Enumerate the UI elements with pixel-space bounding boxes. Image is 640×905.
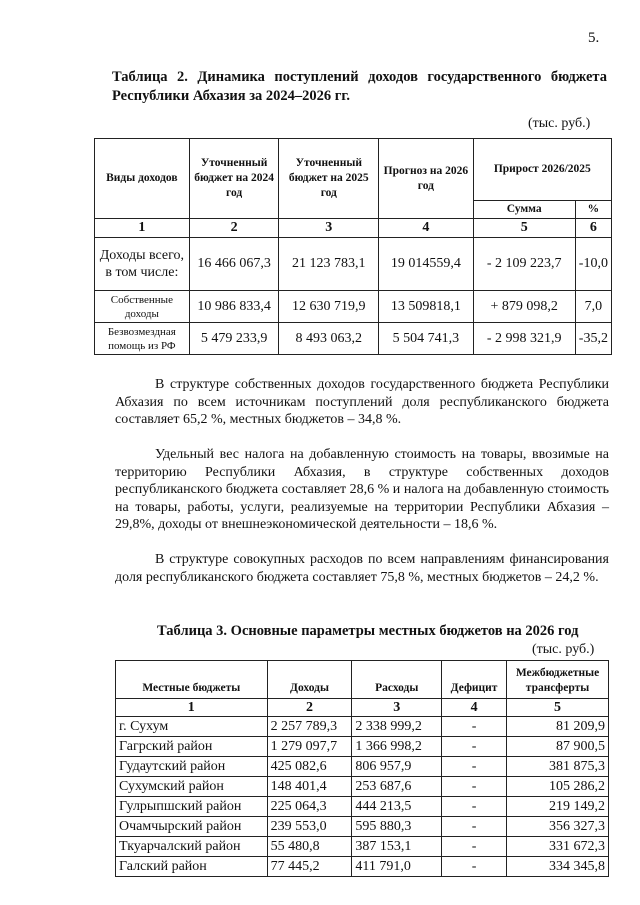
t3-header-deficit: Дефицит (442, 661, 507, 699)
table-row (116, 817, 609, 837)
t3-index: 5 (507, 699, 609, 717)
t2-cell: 8 493 063,2 (279, 323, 379, 355)
t3-cell: - (442, 837, 507, 857)
table2-revenue-dynamics (94, 138, 612, 355)
table-row (95, 323, 612, 355)
t2-index: 3 (279, 219, 379, 238)
t3-index: 1 (116, 699, 268, 717)
t3-index-row (116, 699, 609, 717)
t3-cell: 595 880,3 (352, 817, 442, 837)
t2-cell: 12 630 719,9 (279, 291, 379, 323)
t3-row-name: Гудаутский район (116, 757, 268, 777)
table-row (116, 717, 609, 737)
t2-header-2025: Уточненный бюджет на 2025 год (279, 139, 379, 219)
t2-index: 5 (473, 219, 575, 238)
t3-header-transfers: Межбюджетные трансферты (507, 661, 609, 699)
t3-cell: 806 957,9 (352, 757, 442, 777)
t3-cell: 87 900,5 (507, 737, 609, 757)
t3-row-name: Гулрыпшский район (116, 797, 268, 817)
t2-cell: - 2 109 223,7 (473, 238, 575, 291)
table-row (116, 837, 609, 857)
t3-cell: 387 153,1 (352, 837, 442, 857)
t2-cell: 19 014559,4 (379, 238, 474, 291)
table-row (116, 757, 609, 777)
t3-cell: - (442, 737, 507, 757)
table3-local-budgets (115, 660, 609, 877)
t3-header-expense: Расходы (352, 661, 442, 699)
t3-index: 2 (267, 699, 352, 717)
t3-cell: - (442, 717, 507, 737)
paragraph-text: Удельный вес налога на добавленную стоимость на товары, ввозимые на территорию Республики Абхазия, в структуре собственных доходов республиканского бюджета составляет 28,6 % и налога на добавленную стоимость на товары, работы, услуги, реализуемые на территории Республики Абхазия – 29,8%, доходы от внешнеэкономической деятельности – 18,6 %. (115, 447, 609, 532)
t3-cell: - (442, 757, 507, 777)
t2-row-name: Собственные доходы (95, 291, 190, 323)
t3-index: 3 (352, 699, 442, 717)
table-row (116, 737, 609, 757)
table2-units: (тыс. руб.) (528, 116, 591, 131)
t3-header-name: Местные бюджеты (116, 661, 268, 699)
t3-row-name: Очамчырский район (116, 817, 268, 837)
t2-header-growth: Прирост 2026/2025 (473, 139, 611, 201)
t2-index: 6 (575, 219, 611, 238)
t3-row-name: Галский район (116, 857, 268, 877)
t3-cell: 105 286,2 (507, 777, 609, 797)
t3-cell: 81 209,9 (507, 717, 609, 737)
t3-cell: 148 401,4 (267, 777, 352, 797)
t3-cell: 331 672,3 (507, 837, 609, 857)
t3-cell: 225 064,3 (267, 797, 352, 817)
t2-cell: 13 509818,1 (379, 291, 474, 323)
t3-cell: 425 082,6 (267, 757, 352, 777)
t2-index: 4 (379, 219, 474, 238)
t2-cell: 5 479 233,9 (189, 323, 279, 355)
t3-cell: 2 257 789,3 (267, 717, 352, 737)
t2-cell: 5 504 741,3 (379, 323, 474, 355)
t3-cell: - (442, 857, 507, 877)
t3-header-income: Доходы (267, 661, 352, 699)
t2-header-2026: Прогноз на 2026 год (379, 139, 474, 219)
t3-cell: 1 366 998,2 (352, 737, 442, 757)
t2-header-2024: Уточненный бюджет на 2024 год (189, 139, 279, 219)
t3-cell: 1 279 097,7 (267, 737, 352, 757)
t2-cell: - 2 998 321,9 (473, 323, 575, 355)
table3-title: Таблица 3. Основные параметры местных бюджетов на 2026 год (157, 623, 579, 639)
t2-index: 2 (189, 219, 279, 238)
t3-cell: 219 149,2 (507, 797, 609, 817)
t3-row-name: Гагрский район (116, 737, 268, 757)
t3-cell: - (442, 817, 507, 837)
t2-row-name: Безвозмездная помощь из РФ (95, 323, 190, 355)
paragraph-text: В структуре совокупных расходов по всем направлениям финансирования доля республиканского бюджета составляет 75,8 %, местных бюджетов – 24,2 %. (115, 552, 609, 585)
t2-header-sum: Сумма (473, 201, 575, 219)
t3-row-name: Сухумский район (116, 777, 268, 797)
t3-index: 4 (442, 699, 507, 717)
t3-cell: 55 480,8 (267, 837, 352, 857)
t2-cell: 10 986 833,4 (189, 291, 279, 323)
t3-cell: - (442, 777, 507, 797)
t2-cell: 7,0 (575, 291, 611, 323)
paragraph-text: В структуре собственных доходов государственного бюджета Республики Абхазия по всем источникам поступлений доля республиканского бюджета составляет 65,2 %, местных бюджетов – 34,8 %. (115, 377, 609, 427)
t2-cell: -35,2 (575, 323, 611, 355)
page-number: 5. (588, 30, 600, 46)
t2-cell: 21 123 783,1 (279, 238, 379, 291)
table-row (116, 857, 609, 877)
t2-cell: 16 466 067,3 (189, 238, 279, 291)
table-row (116, 797, 609, 817)
t3-cell: 2 338 999,2 (352, 717, 442, 737)
t3-cell: 239 553,0 (267, 817, 352, 837)
table3-units: (тыс. руб.) (532, 642, 595, 657)
t3-cell: 77 445,2 (267, 857, 352, 877)
t3-cell: 444 213,5 (352, 797, 442, 817)
t3-cell: 411 791,0 (352, 857, 442, 877)
t2-cell: + 879 098,2 (473, 291, 575, 323)
t3-row-name: Ткуарчалский район (116, 837, 268, 857)
t3-cell: 253 687,6 (352, 777, 442, 797)
table-row (95, 238, 612, 291)
table-row (116, 777, 609, 797)
t2-cell: -10,0 (575, 238, 611, 291)
t3-cell: 334 345,8 (507, 857, 609, 877)
t2-header-type: Виды доходов (95, 139, 190, 219)
t2-header-pct: % (575, 201, 611, 219)
t2-index: 1 (95, 219, 190, 238)
table2-title: Таблица 2. Динамика поступлений доходов государственного бюджета Республики Абхазия за 2024–2026 гг. (112, 69, 607, 104)
table-row (95, 291, 612, 323)
t3-cell: 381 875,3 (507, 757, 609, 777)
t2-index-row (95, 219, 612, 238)
t3-cell: - (442, 797, 507, 817)
paragraph (115, 376, 609, 429)
t3-cell: 356 327,3 (507, 817, 609, 837)
t3-row-name: г. Сухум (116, 717, 268, 737)
t2-row-name: Доходы всего, в том числе: (95, 238, 190, 291)
paragraph (115, 446, 609, 534)
paragraph (115, 551, 609, 586)
